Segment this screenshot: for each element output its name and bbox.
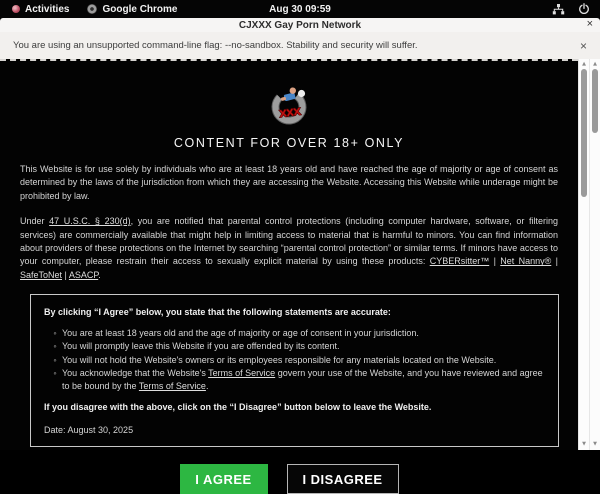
list-item: ◦ You will not hold the Website's owners or its employees responsible for any materials located on the Website. [48, 354, 545, 367]
list-item: ◦ You acknowledge that the Website's Terms of Service govern your use of the Website, and you have reviewed and agree to be bound by the Terms of Service. [48, 367, 545, 392]
list-item: ◦ You will promptly leave this Website if you are offended by its content. [48, 340, 545, 353]
infobar-close-button[interactable]: × [579, 38, 587, 53]
scroll-down-icon[interactable]: ▼ [582, 441, 586, 447]
usc-230d-link[interactable]: 47 U.S.C. § 230(d) [49, 216, 131, 227]
inner-scrollbar[interactable] [578, 59, 589, 450]
asacp-link[interactable]: ASACP [68, 269, 99, 280]
outer-scrollbar[interactable] [589, 59, 600, 450]
window-title: CJXXX Gay Porn Network [238, 19, 362, 31]
app-menu-label: Google Chrome [102, 3, 178, 15]
list-item: ◦ You are at least 18 years old and the age of majority or age of consent in your jurisdiction. [48, 327, 545, 340]
cjxxx-logo-icon [266, 83, 312, 129]
scrollbar-thumb[interactable] [581, 69, 587, 197]
scroll-up-icon[interactable]: ▲ [582, 61, 586, 67]
date-label: Date: August 30, 2025 [44, 424, 134, 435]
agreement-intro: By clicking “I Agree” below, you state that the following statements are accurate: [44, 307, 391, 318]
agreement-box [30, 294, 559, 447]
bullet-icon: ◦ [53, 327, 57, 338]
scrollbar-region [578, 59, 600, 450]
terms-of-service-link[interactable]: Terms of Service [208, 368, 276, 379]
scrollbar-thumb[interactable] [592, 69, 598, 133]
chrome-infobar [0, 32, 600, 59]
clock-label[interactable]: Aug 30 09:59 [269, 3, 331, 15]
age-statement-paragraph: This Website is for use solely by individuals who are at least 18 years old and have reached the age of majority or age of consent as determined by the laws of the jurisdiction from which they are accessing the Website. Accessing this Website while underage might be prohibited by law. [20, 164, 558, 201]
i-disagree-button[interactable]: I DISAGREE [287, 464, 399, 494]
consent-buttons [0, 464, 578, 494]
recording-indicator-icon [12, 5, 20, 13]
age-verification-page [0, 59, 578, 487]
bullet-icon: ◦ [53, 368, 57, 379]
site-logo [266, 83, 312, 129]
scroll-down-icon[interactable]: ▼ [593, 441, 597, 447]
bullet-icon: ◦ [53, 354, 57, 365]
scroll-up-icon[interactable]: ▲ [593, 61, 597, 67]
parental-control-paragraph: Under 47 U.S.C. § 230(d), you are notified that parental control protections (including computer hardware, software, or filtering services) are commercially available that might help in limiting access to material that is harmful to minors. You can find information about providers of these protections on the Internet by searching “parental control protection” or similar terms. If minors have access to your computer, please restrain their access to sexually explicit material by using these products: CYBERsitter™ | Net Nanny® | SafeToNet | ASACP. [20, 216, 558, 280]
power-icon[interactable] [578, 3, 590, 15]
chrome-icon [87, 4, 97, 14]
safetonet-link[interactable]: SafeToNet [20, 269, 63, 280]
net-nanny-link[interactable]: Net Nanny® [500, 256, 552, 267]
page-title: CONTENT FOR OVER 18+ ONLY [173, 136, 405, 150]
window-close-button[interactable]: × [586, 18, 593, 30]
window-title-bar[interactable] [0, 18, 600, 32]
terms-of-service-link[interactable]: Terms of Service [138, 380, 206, 391]
svg-text:xxx: xxx [277, 103, 301, 122]
system-tray [552, 0, 590, 18]
activities-button[interactable] [12, 4, 69, 15]
activities-label: Activities [25, 3, 70, 15]
agreement-list [48, 327, 545, 393]
infobar-message: You are using an unsupported command-line flag: --no-sandbox. Stability and security will suffer. [13, 40, 418, 51]
i-agree-button[interactable]: I AGREE [180, 464, 268, 494]
disagree-note: If you disagree with the above, click on the “I Disagree” button below to leave the Website. [44, 402, 432, 413]
network-icon[interactable] [552, 4, 565, 15]
app-menu-button[interactable] [87, 4, 177, 15]
bullet-icon: ◦ [53, 341, 57, 352]
cybersitter-link[interactable]: CYBERsitter™ [429, 256, 490, 267]
gnome-top-bar [0, 0, 600, 18]
